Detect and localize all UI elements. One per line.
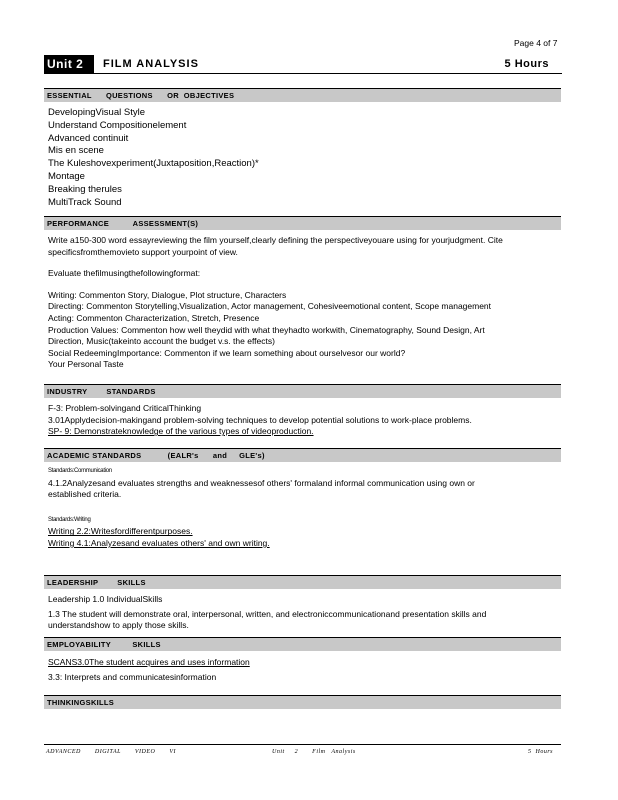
objective-item: DevelopingVisual Style <box>48 107 145 118</box>
employability-skills-heading <box>44 637 561 651</box>
assessment-criterion: Production Values: Commenton how well theydid with what theyhadto workwith, Cinematography, Sound Design, Art <box>48 324 485 335</box>
assessment-evaluate-line: Evaluate thefilmusingthefollowingformat: <box>48 268 201 279</box>
footer-unit: Unit 2 Film Analysis <box>272 749 356 755</box>
footer-divider <box>44 744 561 745</box>
employability-skills-body <box>48 657 558 683</box>
assessment-criterion: Your Personal Taste <box>48 359 124 370</box>
academic-standards-heading <box>44 448 561 462</box>
objective-item: Mis en scene <box>48 145 104 157</box>
section-heading-text: LEADERSHIP SKILLS <box>47 578 146 587</box>
unit-label: Unit 2 <box>44 55 94 73</box>
leadership-text-line: understandshow to apply those skills. <box>48 620 189 631</box>
page-number: Page 4 of 7 <box>514 38 558 48</box>
objective-item: MultiTrack Sound <box>48 196 122 208</box>
section-heading-text: ACADEMIC STANDARDS (EALR's and GLE's) <box>47 451 265 460</box>
leadership-skills-heading <box>44 575 561 589</box>
objective-item: Advanced continuit <box>48 132 129 144</box>
objective-item: Understand Compositionelement <box>48 119 187 131</box>
industry-standards-body <box>48 403 558 438</box>
assessment-criterion: Writing: Commenton Story, Dialogue, Plot structure, Characters <box>48 289 287 300</box>
performance-assessment-body <box>48 235 558 371</box>
standards-communication-label: Standards:Communication <box>48 468 112 474</box>
writing-standard-item: Writing 4.1:Analyzesand evaluates others' and own writing. <box>48 537 270 548</box>
section-heading-text: THINKINGSKILLS <box>47 698 115 707</box>
objective-item: Breaking therules <box>48 183 122 195</box>
objective-item: The Kuleshovexperiment(Juxtaposition,Reaction)* <box>48 158 259 170</box>
assessment-criterion: Direction, Music(takeinto account the budget v.s. the effects) <box>48 336 275 347</box>
section-heading-text: ESSENTIAL QUESTIONS OR OBJECTIVES <box>47 91 235 100</box>
leadership-item: Leadership 1.0 IndividualSkills <box>48 594 163 604</box>
communication-standard-line: established criteria. <box>48 489 122 500</box>
assessment-intro-line: Write a150-300 word essayreviewing the film yourself,clearly defining the perspectiveyouare using for yourjudgment. Cite <box>48 235 503 245</box>
section-heading-text: PERFORMANCE ASSESSMENT(S) <box>47 219 199 228</box>
writing-standard-item: Writing 2.2:Writesfordifferentpurposes. <box>48 526 193 537</box>
scans-item: SCANS3.0The student acquires and uses information <box>48 657 250 667</box>
industry-standard-item: 3.01Applydecision-makingand problem-solving techniques to develop potential solutions to work-place problems. <box>48 414 472 425</box>
unit-hours: 5 Hours <box>504 58 549 70</box>
standards-writing-label: Standards:Writing <box>48 516 91 523</box>
academic-standards-body <box>48 466 558 550</box>
leadership-text-line: 1.3 The student will demonstrate oral, interpersonal, written, and electroniccommunicationand presentation skills and <box>48 608 487 619</box>
essential-questions-list <box>48 107 558 209</box>
industry-standard-item: F-3: Problem-solvingand CriticalThinking <box>48 403 202 413</box>
assessment-criterion: Acting: Commenton Characterization, Stretch, Presence <box>48 312 260 323</box>
unit-header <box>44 55 562 74</box>
section-heading-text: EMPLOYABILITY SKILLS <box>47 640 161 649</box>
footer-hours: 5 Hours <box>528 749 554 755</box>
assessment-criterion: Directing: Commenton Storytelling,Visualization, Actor management, Cohesiveemotional content, Scope management <box>48 301 492 312</box>
communication-standard-line: 4.1.2Analyzesand evaluates strengths and weaknessesof others' formaland informal communication using own or <box>48 477 475 488</box>
industry-standards-heading <box>44 384 561 398</box>
footer-course: ADVANCED DIGITAL VIDEO VI <box>46 749 176 755</box>
objective-item: Montage <box>48 170 85 182</box>
industry-standard-item: SP- 9: Demonstrateknowledge of the various types of videoproduction. <box>48 426 314 437</box>
employability-item: 3.3: Interprets and communicatesinformation <box>48 671 217 682</box>
essential-questions-heading <box>44 88 561 102</box>
leadership-skills-body <box>48 594 558 632</box>
assessment-intro-line: specificsfromthemovieto support yourpoint of view. <box>48 246 238 257</box>
thinking-skills-heading <box>44 695 561 709</box>
assessment-criterion: Social RedeemingImportance: Commenton if we learn something about ourselvesor our world? <box>48 347 406 358</box>
performance-assessment-heading <box>44 216 561 230</box>
unit-title: FILM ANALYSIS <box>103 58 199 70</box>
section-heading-text: INDUSTRY STANDARDS <box>47 387 156 396</box>
